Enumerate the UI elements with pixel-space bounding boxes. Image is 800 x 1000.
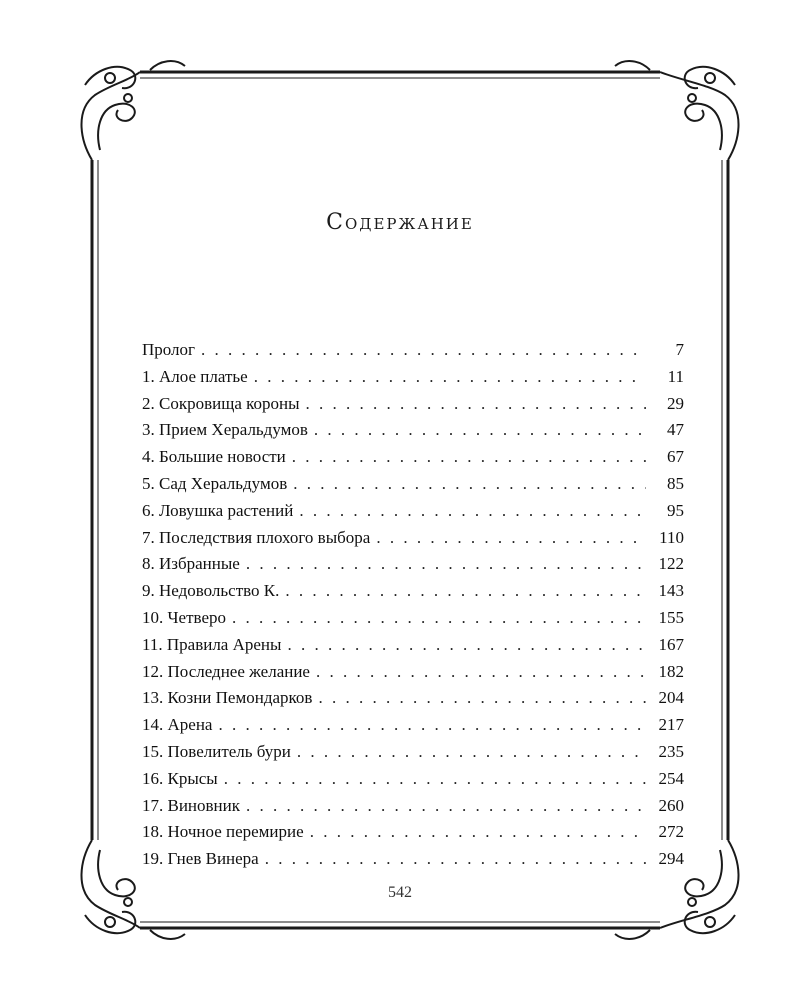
toc-entry-page: 67 <box>667 447 684 467</box>
toc-entry-page: 260 <box>658 795 684 815</box>
toc-entry <box>142 662 684 689</box>
toc-entry <box>142 635 684 662</box>
toc-entry-page: 85 <box>667 473 684 493</box>
toc-entry-title: 13. Козни Пемондарков <box>142 688 313 708</box>
toc-entry-page: 29 <box>667 393 684 413</box>
toc-entry-title: 1. Алое платье <box>142 366 248 386</box>
toc-entry <box>142 367 684 394</box>
dot-leader <box>285 581 646 601</box>
dot-leader <box>293 474 646 494</box>
dot-leader <box>292 447 646 467</box>
toc-entry-page: 294 <box>658 849 684 869</box>
dot-leader <box>314 420 646 440</box>
dot-leader <box>254 367 646 387</box>
toc-entry-page: 47 <box>667 420 684 440</box>
toc-entry-title: Пролог <box>142 340 196 359</box>
toc-entry <box>142 822 684 849</box>
toc-entry-title: 2. Сокровища короны <box>142 393 300 413</box>
toc-entry <box>142 554 684 581</box>
toc-entry-page: 167 <box>658 634 684 654</box>
toc-entry-title: 18. Ночное перемирие <box>142 822 304 842</box>
dot-leader <box>201 340 646 360</box>
dot-leader <box>316 662 646 682</box>
toc-entry <box>142 742 684 769</box>
toc-entry-page: 217 <box>658 715 684 735</box>
dot-leader <box>224 769 646 789</box>
toc-entry <box>142 447 684 474</box>
toc-entry-title: 14. Арена <box>142 715 213 735</box>
dot-leader <box>299 501 646 521</box>
toc-entry-title: 8. Избранные <box>142 554 240 574</box>
toc-entry-page: 11 <box>667 366 684 386</box>
toc-entry-page: 7 <box>675 340 684 359</box>
toc-entry-page: 272 <box>658 822 684 842</box>
toc-entry-page: 204 <box>658 688 684 708</box>
toc-entry-title: 4. Большие новости <box>142 447 286 467</box>
dot-leader <box>232 608 646 628</box>
toc-entry-page: 182 <box>658 661 684 681</box>
dot-leader <box>318 688 646 708</box>
toc-entry <box>142 581 684 608</box>
toc-entry-title: 10. Четверо <box>142 607 226 627</box>
toc-entry-title: 6. Ловушка растений <box>142 500 294 520</box>
corner-ornament-top-left-icon <box>81 61 185 160</box>
dot-leader <box>218 715 646 735</box>
toc-entry-title: 16. Крысы <box>142 768 218 788</box>
toc-entry <box>142 474 684 501</box>
toc-entry <box>142 715 684 742</box>
dot-leader <box>376 528 646 548</box>
toc-entry-page: 235 <box>658 741 684 761</box>
toc-entry-title: 9. Недовольство К. <box>142 581 280 601</box>
page-number: 542 <box>388 884 412 901</box>
toc-entry <box>142 608 684 635</box>
toc-entry-page: 95 <box>667 500 684 520</box>
toc-entry <box>142 394 684 421</box>
toc-entry-title: 17. Виновник <box>142 795 241 815</box>
dot-leader <box>306 394 646 414</box>
dot-leader <box>265 849 646 869</box>
toc-entry-title: 11. Правила Арены <box>142 634 282 654</box>
toc-entry-page: 155 <box>658 607 684 627</box>
dot-leader <box>297 742 646 762</box>
toc-entry-page: 143 <box>658 581 684 601</box>
toc-entry-title: 3. Прием Херальдумов <box>142 420 308 440</box>
toc-entry <box>142 420 684 447</box>
toc-entry-page: 122 <box>658 554 684 574</box>
toc-entry <box>142 796 684 823</box>
toc-entry <box>142 849 684 876</box>
toc-entry-page: 110 <box>659 527 684 547</box>
toc-entry-page: 254 <box>658 768 684 788</box>
toc-entry <box>142 501 684 528</box>
toc-entry <box>142 528 684 555</box>
dot-leader <box>287 635 646 655</box>
corner-ornament-top-right-icon <box>615 61 739 160</box>
toc-entry <box>142 340 684 367</box>
page-title: Содержание <box>326 210 474 235</box>
dot-leader <box>246 554 646 574</box>
toc-entry-title: 15. Повелитель бури <box>142 741 291 761</box>
dot-leader <box>246 796 646 816</box>
table-of-contents <box>142 340 684 876</box>
dot-leader <box>310 822 646 842</box>
toc-entry-title: 7. Последствия плохого выбора <box>142 527 371 547</box>
toc-entry-title: 19. Гнев Винера <box>142 849 259 869</box>
toc-entry-title: 12. Последнее желание <box>142 661 310 681</box>
toc-entry-title: 5. Сад Херальдумов <box>142 473 288 493</box>
toc-entry <box>142 769 684 796</box>
toc-entry <box>142 688 684 715</box>
